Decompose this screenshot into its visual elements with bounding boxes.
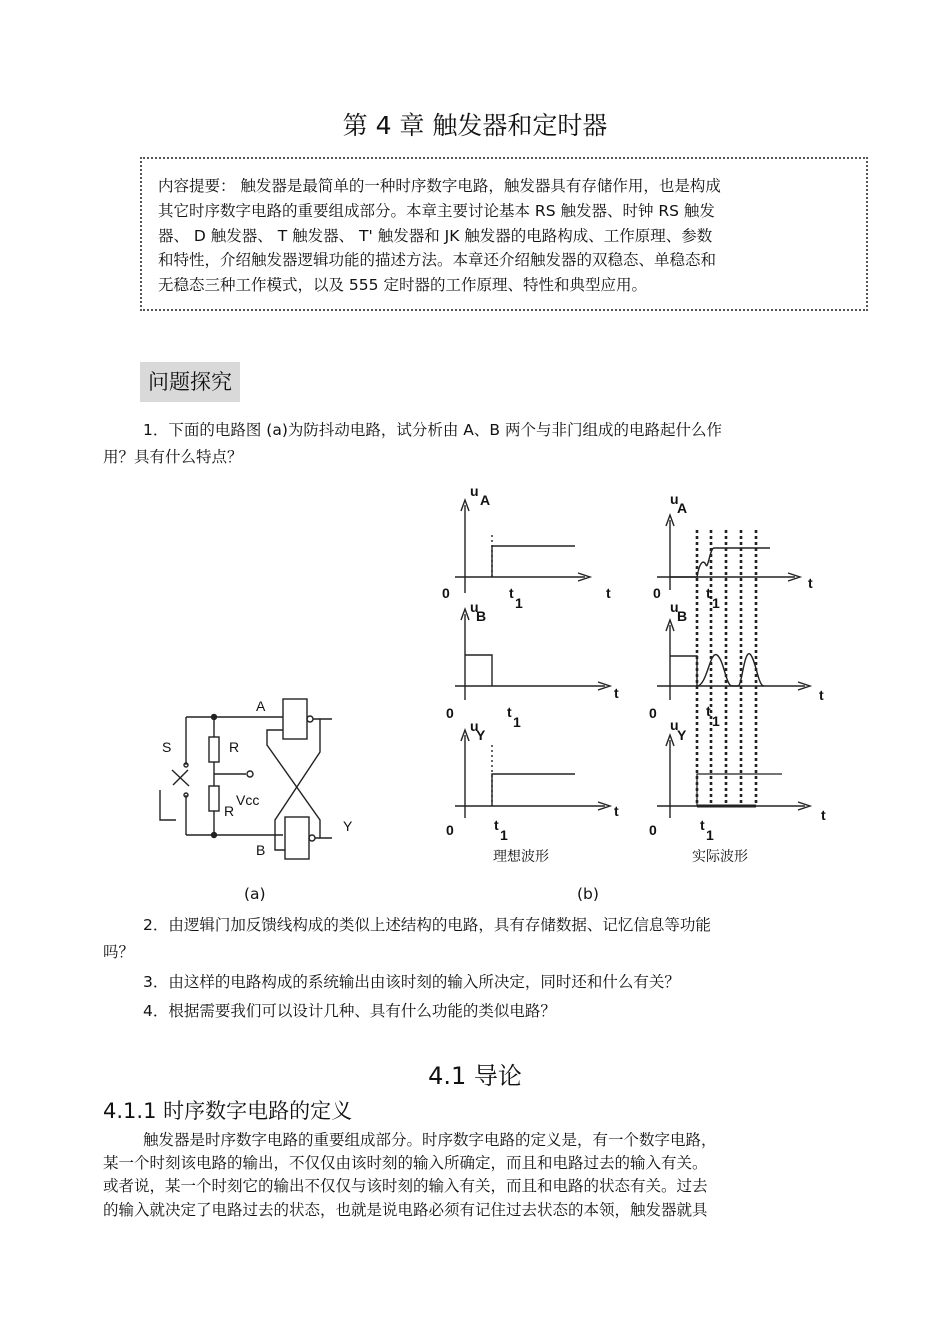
figure-circuit-and-waveforms <box>0 470 950 910</box>
ideal-b-t1-sub: 1 <box>513 714 521 730</box>
question-4: 4．根据需要我们可以设计几种、具有什么功能的类似电路？ <box>143 1002 556 1020</box>
actual-y-zero: 0 <box>649 822 657 838</box>
questions-heading: 问题探究 <box>140 362 240 402</box>
resistor-2-label: R <box>224 803 235 819</box>
actual-b-t: t <box>819 687 824 703</box>
resistor-1-label: R <box>229 739 240 755</box>
question-3: 3．由这样的电路构成的系统输出由该时刻的输入所决定，同时还和什么有关？ <box>143 973 680 991</box>
ideal-uy-u: u <box>470 718 479 734</box>
ideal-a-t1: t <box>509 585 514 601</box>
ideal-a-t: t <box>606 585 611 601</box>
actual-waveform-caption: 实际波形 <box>692 849 748 865</box>
question-2-line-1: 2．由逻辑门加反馈线构成的类似上述结构的电路，具有存储数据、记忆信息等功能 <box>143 916 711 934</box>
ideal-y-zero: 0 <box>446 822 454 838</box>
body-line-3: 或者说，某一个时刻它的输出不仅仅与该时刻的输入有关，而且和电路的状态有关。过去 <box>103 1177 708 1195</box>
actual-a-zero: 0 <box>653 585 661 601</box>
ideal-b-zero: 0 <box>446 705 454 721</box>
ideal-a-zero: 0 <box>442 585 450 601</box>
actual-b-zero: 0 <box>649 705 657 721</box>
actual-y-t1-sub: 1 <box>706 827 714 843</box>
gate-a-label: A <box>256 698 266 714</box>
switch-label: S <box>162 739 172 755</box>
ideal-b-t1: t <box>507 704 512 720</box>
question-2-line-2: 吗？ <box>103 943 135 961</box>
ideal-y-t1-sub: 1 <box>500 827 508 843</box>
actual-ub-sub: B <box>677 608 688 624</box>
ideal-uy-sub: Y <box>476 727 486 743</box>
actual-ua-sub: A <box>677 500 688 516</box>
actual-b-t1: t <box>706 703 711 719</box>
actual-uy-sub: Y <box>677 727 687 743</box>
ideal-b-t: t <box>614 685 619 701</box>
ideal-y-t: t <box>614 803 619 819</box>
actual-uy-u: u <box>670 717 679 733</box>
actual-a-t1-sub: 1 <box>712 595 720 611</box>
ideal-waveforms <box>455 500 610 818</box>
figure-caption-b: (b) <box>577 885 599 903</box>
actual-y-t1: t <box>700 817 705 833</box>
ideal-y-t1: t <box>494 817 499 833</box>
section-title: 4.1 导论 <box>428 1062 522 1090</box>
body-line-2: 某一个时刻该电路的输出，不仅仅由该时刻的输入所确定，而且和电路过去的输入有关。 <box>103 1154 708 1172</box>
actual-ua-u: u <box>670 491 679 507</box>
actual-y-t: t <box>821 807 826 823</box>
actual-waveforms <box>657 515 810 818</box>
body-line-4: 的输入就决定了电路过去的状态，也就是说电路必须有记住过去状态的本领，触发器就具 <box>103 1201 708 1219</box>
summary-line-4: 和特性，介绍触发器逻辑功能的描述方法。本章还介绍触发器的双稳态、单稳态和 <box>158 251 717 269</box>
debounce-circuit <box>160 699 332 859</box>
subsection-title: 4.1.1 时序数字电路的定义 <box>103 1099 353 1123</box>
summary-line-1: 内容提要： 触发器是最简单的一种时序数字电路，触发器具有存储作用，也是构成 <box>158 177 721 195</box>
summary-line-3: 器、 D 触发器、 T 触发器、 T' 触发器和 JK 触发器的电路构成、工作原理、参数 <box>158 227 713 245</box>
output-y-label: Y <box>343 818 353 834</box>
question-1-line-1: 1．下面的电路图 (a)为防抖动电路，试分析由 A、B 两个与非门组成的电路起什么作 <box>143 421 722 439</box>
actual-a-t: t <box>808 575 813 591</box>
ideal-waveform-caption: 理想波形 <box>493 849 549 865</box>
ideal-ub-sub: B <box>476 608 487 624</box>
gate-b-label: B <box>256 842 266 858</box>
actual-ub-u: u <box>670 599 679 615</box>
vcc-label: Vcc <box>236 792 260 808</box>
ideal-ua-sub: A <box>480 492 491 508</box>
ideal-a-t1-sub: 1 <box>515 595 523 611</box>
actual-a-t1: t <box>706 585 711 601</box>
summary-line-5: 无稳态三种工作模式，以及 555 定时器的工作原理、特性和典型应用。 <box>158 276 647 294</box>
body-line-1: 触发器是时序数字电路的重要组成部分。时序数字电路的定义是，有一个数字电路， <box>143 1131 717 1149</box>
ideal-ua-u: u <box>470 483 479 499</box>
question-1-line-2: 用？具有什么特点？ <box>103 448 243 466</box>
summary-line-2: 其它时序数字电路的重要组成部分。本章主要讨论基本 RS 触发器、时钟 RS 触发 <box>158 202 715 220</box>
ideal-ub-u: u <box>470 599 479 615</box>
chapter-title: 第 4 章 触发器和定时器 <box>342 111 608 140</box>
actual-b-t1-sub: 1 <box>712 713 720 729</box>
figure-caption-a: (a) <box>244 885 266 903</box>
